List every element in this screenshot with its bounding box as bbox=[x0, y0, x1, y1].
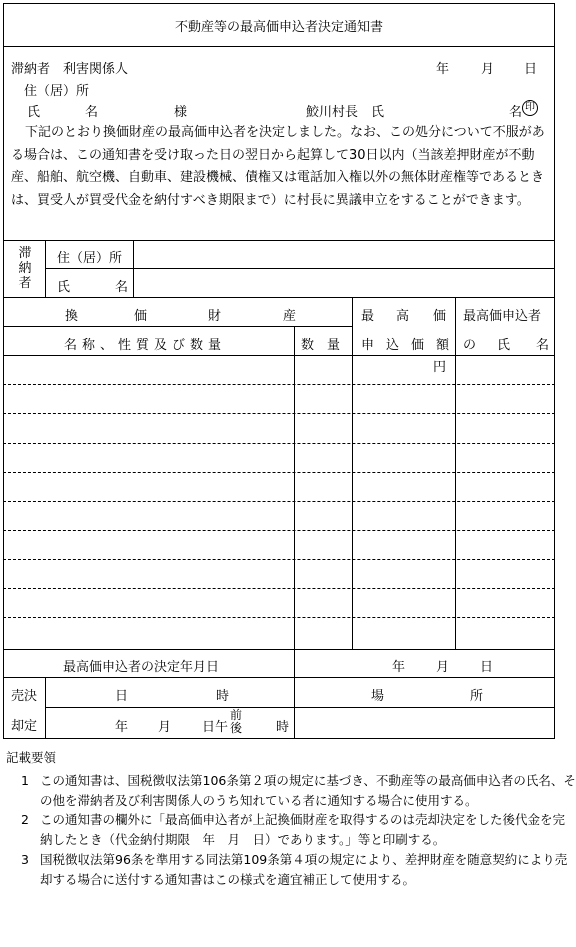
property-header-char-4: 産 bbox=[283, 309, 297, 324]
issuer-name-suffix: 名 bbox=[509, 105, 523, 120]
table-row-divider bbox=[3, 530, 555, 531]
seal-mark: 印 bbox=[522, 100, 538, 116]
decision-date-label: 最高価申込者の決定年月日 bbox=[63, 660, 220, 675]
decision-day-label: 日 bbox=[480, 660, 494, 675]
sale-place-header-2: 所 bbox=[470, 689, 484, 704]
sale-am-label: 前 bbox=[230, 708, 243, 722]
sale-place-divider bbox=[294, 677, 295, 739]
table-row-divider bbox=[3, 443, 555, 444]
table-row-divider bbox=[3, 384, 555, 385]
property-table-bottom bbox=[3, 649, 555, 650]
note-item bbox=[6, 810, 576, 850]
sale-pm-label: 後 bbox=[230, 721, 243, 735]
notice-paragraph: 下記のとおり換価財産の最高価申込者を決定しました。なお、この処分について不服がある場合は、この通知書を受け取った日の翌日から起算して30日以内（当該差押財産が不動産、船舶、航空機、自動車、建設機械、債権又は電話加入権以外の無体財産権等であるときは、買受人が買受代金を納付すべき期限まで）に村長に異議申立をすることができます。 bbox=[11, 125, 545, 208]
property-header-char-2: 価 bbox=[134, 309, 148, 324]
notes-section bbox=[6, 748, 576, 890]
property-header-bottom bbox=[3, 355, 555, 356]
decision-year-label: 年 bbox=[392, 660, 406, 675]
sale-day-label: 日午 bbox=[202, 720, 229, 735]
sale-datetime-header-1: 日 bbox=[115, 689, 129, 704]
bidder-header-char-2: 氏 bbox=[497, 338, 511, 353]
bidder-header-char-3: 名 bbox=[536, 338, 550, 353]
property-header-char-1: 換 bbox=[65, 309, 79, 324]
property-col-price-left bbox=[352, 297, 353, 649]
table-row-divider bbox=[3, 559, 555, 560]
date-day-label: 日 bbox=[524, 62, 538, 77]
note-number: 2 bbox=[21, 812, 29, 828]
table-row-divider bbox=[3, 501, 555, 502]
sale-row-divider bbox=[45, 707, 555, 708]
table-row-divider bbox=[3, 588, 555, 589]
yen-unit-label: 円 bbox=[433, 360, 447, 375]
date-month-label: 月 bbox=[481, 62, 495, 77]
property-table-top bbox=[3, 297, 555, 298]
price-header-char-1: 最 bbox=[361, 309, 375, 324]
delinquent-vertical-label-2: 納 bbox=[18, 261, 32, 276]
sale-month-label: 月 bbox=[158, 720, 172, 735]
recipient-name-label-1: 氏 bbox=[27, 105, 41, 120]
decision-row-bottom bbox=[3, 677, 555, 678]
note-item bbox=[6, 850, 576, 890]
note-text: 国税徴収法第96条を準用する同法第109条第４項の規定により、差押財産を随意契約により売却する場合に送付する通知書はこの様式を適宜補正して使用する。 bbox=[40, 851, 568, 887]
property-header-char-3: 財 bbox=[208, 309, 222, 324]
delinquent-vertical-label-1: 滞 bbox=[18, 246, 32, 261]
note-item bbox=[6, 771, 576, 811]
page-title: 不動産等の最高価申込者決定通知書 bbox=[174, 20, 383, 35]
sale-hour-label: 時 bbox=[276, 720, 290, 735]
recipient-name-label-2: 名 bbox=[85, 105, 99, 120]
bidder-header-char-1: の bbox=[463, 338, 477, 353]
delinquent-address-label: 住（居）所 bbox=[57, 251, 123, 266]
note-text: この通知書は、国税徴収法第106条第２項の規定に基づき、不動産等の最高価申込者の氏名、その他を滞納者及び利害関係人のうち知れている者に通知する場合に使用する。 bbox=[40, 772, 576, 808]
sale-decision-label-1: 売決 bbox=[11, 689, 38, 704]
title-divider bbox=[3, 46, 555, 47]
addressee-label: 滞納者 利害関係人 bbox=[11, 62, 129, 77]
honorific-label: 様 bbox=[174, 105, 188, 120]
bidder-header-line-1: 最高価申込者 bbox=[463, 309, 542, 324]
property-subheader-divider bbox=[3, 326, 352, 327]
price-header-char-3: 価 bbox=[433, 309, 447, 324]
sale-decision-label-2: 却定 bbox=[11, 719, 38, 734]
notes-title: 記載要領 bbox=[6, 750, 57, 765]
delinquent-row-divider bbox=[45, 268, 555, 269]
table-row-divider bbox=[3, 617, 555, 618]
table-row-divider bbox=[3, 472, 555, 473]
price-header-char-2: 高 bbox=[396, 309, 410, 324]
property-col-qty-left bbox=[294, 326, 295, 649]
delinquent-name-label-1: 氏 bbox=[57, 280, 71, 295]
note-number: 1 bbox=[21, 772, 29, 788]
sale-datetime-header-2: 時 bbox=[216, 689, 230, 704]
sale-place-header-1: 場 bbox=[371, 689, 385, 704]
note-number: 3 bbox=[21, 851, 29, 867]
date-year-label: 年 bbox=[436, 62, 450, 77]
delinquent-name-label-2: 名 bbox=[115, 280, 129, 295]
notice-bottom-divider bbox=[3, 240, 555, 241]
issuer-label: 鮫川村長 氏 bbox=[306, 105, 385, 120]
recipient-address-label: 住（居）所 bbox=[24, 84, 90, 99]
sale-label-divider bbox=[45, 677, 46, 739]
decision-month-label: 月 bbox=[436, 660, 450, 675]
property-name-header: 名称、性質及び数量 bbox=[64, 338, 227, 353]
price-header-line-2: 申込価額 bbox=[361, 338, 462, 353]
delinquent-vertical-label-3: 者 bbox=[18, 276, 32, 291]
sale-year-label: 年 bbox=[115, 720, 129, 735]
note-text: この通知書の欄外に「最高価申込者が上記換価財産を取得するのは売却決定をした後代金を完納したとき（代金納付期限 年 月 日）であります。」等と印刷する。 bbox=[40, 812, 566, 848]
decision-row-divider bbox=[294, 649, 295, 677]
property-quantity-header: 数 量 bbox=[301, 338, 341, 353]
table-row-divider bbox=[3, 413, 555, 414]
